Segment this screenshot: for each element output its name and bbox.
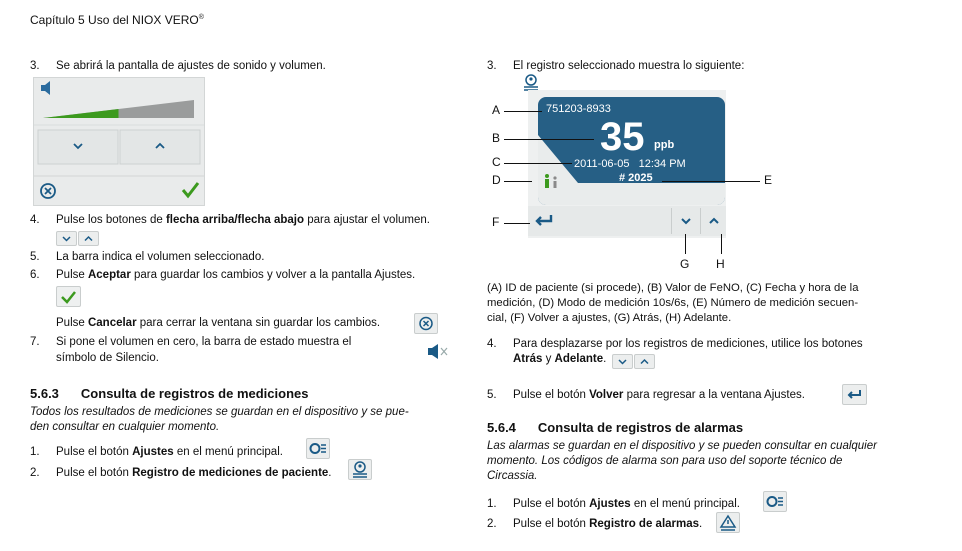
settings-icon <box>764 492 786 511</box>
callout-A: A <box>492 103 501 117</box>
left-step-3: 3. Se abrirá la pantalla de ajustes de sonido y volumen. <box>30 60 326 72</box>
back-button-inline[interactable] <box>612 354 633 369</box>
left-sub-step-2: 2. Pulse el botón Registro de mediciones de paciente. <box>30 467 332 479</box>
return-arrow-icon <box>530 208 558 234</box>
cancel-circle-icon <box>415 314 437 333</box>
callout-H-line <box>721 234 722 254</box>
record-screen <box>538 97 725 205</box>
alarm-log-icon <box>717 513 739 532</box>
patient-records-button-inline[interactable] <box>348 459 372 480</box>
date-time: 2011-06-05 12:34 PM <box>574 158 686 170</box>
right-step-4-line2: Atrás y Adelante. <box>513 353 607 365</box>
previous-record-button[interactable] <box>671 208 700 234</box>
right-step-5: 5. Pulse el botón Volver para regresar a la ventana Ajustes. <box>487 389 805 401</box>
accept-check-icon[interactable] <box>183 183 198 196</box>
mode-icon <box>540 173 562 192</box>
left-step-7-line2: símbolo de Silencio. <box>56 352 159 364</box>
record-number: # 2025 <box>619 172 653 184</box>
callout-H: H <box>716 257 725 271</box>
volume-up-button[interactable] <box>120 130 200 164</box>
left-step-7: 7. Si pone el volumen en cero, la barra de estado muestra el <box>30 336 352 348</box>
callout-G: G <box>680 257 690 271</box>
callout-E-line <box>662 181 760 182</box>
settings-button-inline[interactable] <box>306 438 330 459</box>
feno-value: 35 <box>600 115 645 159</box>
record-legend: (A) ID de paciente (si procede), (B) Valor de FeNO, (C) Fecha y hora de la medición, (D) Modo de medición 10s/6s, (E) Número de medición secuen- cial, (F) Volver a ajustes, (G) Atrás, (H) Adelante. <box>487 282 859 324</box>
patient-id: 751203-8933 <box>546 103 611 115</box>
callout-A-line <box>504 111 542 112</box>
right-sub-step-2: 2. Pulse el botón Registro de alarmas. <box>487 518 703 530</box>
forward-button-inline[interactable] <box>634 354 655 369</box>
callout-F: F <box>492 215 500 229</box>
patient-records-icon <box>349 460 371 479</box>
right-sub-step-1: 1. Pulse el botón Ajustes en el menú principal. <box>487 498 740 510</box>
down-arrow-button[interactable] <box>56 231 77 246</box>
callout-F-line <box>504 223 530 224</box>
nav-buttons-inline <box>612 354 655 369</box>
callout-B: B <box>492 131 501 145</box>
cancel-button-inline[interactable] <box>414 313 438 334</box>
section-5-6-4-intro: Las alarmas se guardan en el dispositivo y se pueden consultar en cualquier momento. Los códigos de alarma son para uso del soporte técnico de Circassia. <box>487 440 877 482</box>
section-5-6-3-heading: 5.6.3 Consulta de registros de mediciones <box>30 386 309 401</box>
left-sub-step-1: 1. Pulse el botón Ajustes en el menú principal. <box>30 446 283 458</box>
return-arrow-icon <box>843 385 866 404</box>
accept-button-inline[interactable] <box>56 286 81 307</box>
left-step-4: 4. Pulse los botones de flecha arriba/flecha abajo para ajustar el volumen. <box>30 214 430 226</box>
chevron-down-icon <box>672 208 700 234</box>
page-header: Capítulo 5 Uso del NIOX VERO® <box>30 13 204 27</box>
left-step-5: 5. La barra indica el volumen seleccionado. <box>30 251 265 263</box>
arrow-buttons-inline <box>56 231 99 246</box>
section-5-6-4-heading: 5.6.4 Consulta de registros de alarmas <box>487 420 744 435</box>
speaker-icon <box>41 81 50 95</box>
alarm-log-button-inline[interactable] <box>716 512 740 533</box>
next-record-button[interactable] <box>700 208 727 234</box>
callout-B-line <box>504 139 594 140</box>
mute-icon <box>424 342 452 365</box>
settings-icon <box>307 439 329 458</box>
callout-G-line <box>685 234 686 254</box>
volume-level-fill <box>43 109 119 118</box>
callout-C: C <box>492 155 501 169</box>
volume-panel <box>33 77 205 206</box>
back-to-settings-button[interactable] <box>530 208 558 234</box>
section-5-6-3-intro: Todos los resultados de mediciones se guardan en el dispositivo y se pue- den consultar en cualquier momento. <box>30 406 409 433</box>
right-step-4: 4. Para desplazarse por los registros de mediciones, utilice los botones <box>487 338 863 350</box>
check-icon <box>57 287 80 306</box>
return-button-inline[interactable] <box>842 384 867 405</box>
callout-D: D <box>492 173 501 187</box>
callout-E: E <box>764 173 773 187</box>
up-arrow-button[interactable] <box>78 231 99 246</box>
right-step-3: 3. El registro seleccionado muestra lo siguiente: <box>487 60 745 72</box>
measurement-record-device <box>528 90 726 292</box>
left-step-6: 6. Pulse Aceptar para guardar los cambios y volver a la pantalla Ajustes. <box>30 269 416 281</box>
cancel-icon[interactable] <box>41 184 55 198</box>
callout-C-line <box>504 163 572 164</box>
callout-D-line <box>504 181 532 182</box>
chevron-up-icon <box>701 208 727 234</box>
volume-panel-graphic <box>34 78 204 205</box>
cancel-instruction: Pulse Cancelar para cerrar la ventana sin guardar los cambios. <box>56 317 381 329</box>
feno-unit: ppb <box>654 139 675 151</box>
settings-button-inline-2[interactable] <box>763 491 787 512</box>
